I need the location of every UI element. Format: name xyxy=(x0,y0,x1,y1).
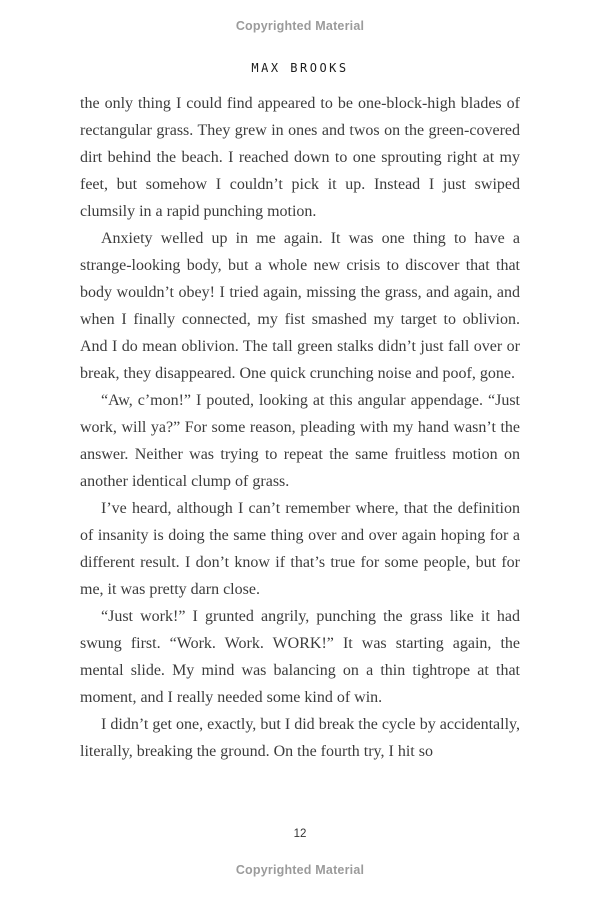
paragraph: the only thing I could find appeared to be one-block-high blades of rectangular grass. They grew in ones and twos on the green-covered dirt behind the beach. I reached down to one sprouting right at my feet, but somehow I couldn’t pick it up. Instead I just swiped clumsily in a rapid punching motion. xyxy=(80,95,520,220)
paragraph: I didn’t get one, exactly, but I did break the cycle by accidentally, literally, breaking the ground. On the fourth try, I hit so xyxy=(80,716,520,760)
page-number: 12 xyxy=(293,828,307,840)
paragraph: “Aw, c’mon!” I pouted, looking at this angular appendage. “Just work, will ya?” For some reason, pleading with my hand wasn’t the answer. Neither was trying to repeat the same fruitless motion on another identical clump of grass. xyxy=(80,392,520,490)
running-head-author: MAX BROOKS xyxy=(251,61,349,75)
page-body xyxy=(80,90,520,765)
paragraph: I’ve heard, although I can’t remember where, that the definition of insanity is doing the same thing over and over again hoping for a different result. I don’t know if that’s true for some people, but for me, it was pretty darn close. xyxy=(80,500,520,598)
paragraph: Anxiety welled up in me again. It was one thing to have a strange-looking body, but a whole new crisis to discover that that body wouldn’t obey! I tried again, missing the grass, and again, and when I finally connected, my fist smashed my target to oblivion. And I do mean oblivion. The tall green stalks didn’t just fall over or break, they disappeared. One quick crunching noise and poof, gone. xyxy=(80,230,520,382)
copyright-notice-bottom: Copyrighted Material xyxy=(235,863,365,877)
copyright-notice-top: Copyrighted Material xyxy=(235,19,365,33)
paragraph: “Just work!” I grunted angrily, punching the grass like it had swung first. “Work. Work. WORK!” It was starting again, the mental slide. My mind was balancing on a thin tightrope at that moment, and I really needed some kind of win. xyxy=(80,608,520,706)
